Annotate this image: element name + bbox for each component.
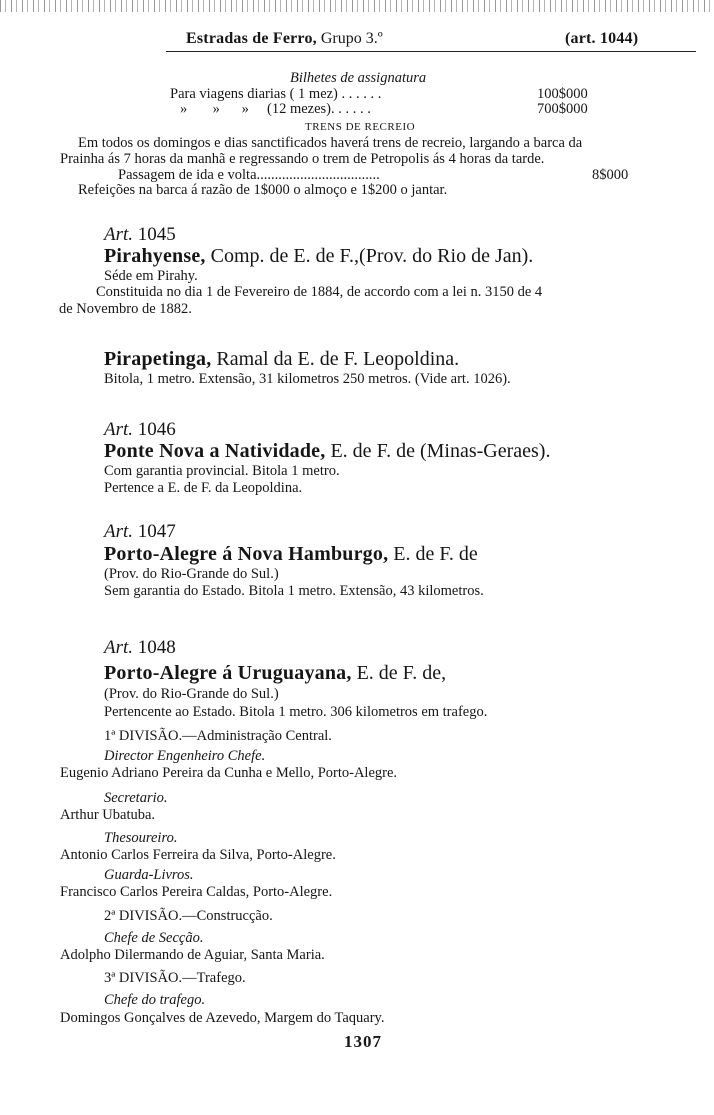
person-guarda-livros: Francisco Carlos Pereira Caldas, Porto-Alegre. [60,884,333,900]
tickets-line1-label: Para viagens diarias ( 1 mez) . . . . . . [170,86,382,102]
entry-pirapetinga [104,348,459,371]
division-text: —Trafego. [182,970,246,986]
entry-porto-alegre-nova-hamburgo [104,543,478,566]
art-number: 1047 [137,521,176,542]
division-text: —Construcção. [182,908,273,924]
header-art-ref: (art. 1044) [565,30,639,47]
person-chefe-seccao: Adolpho Dilermando de Aguiar, Santa Maria. [60,947,325,963]
role-director: Director Engenheiro Chefe. [104,748,266,764]
tickets-heading: Bilhetes de assignatura [290,70,427,86]
tickets-line2-label: » » » (12 mezes). . . . . . [180,101,371,117]
role-thesoureiro: Thesoureiro. [104,830,178,846]
entry-name: Porto-Alegre á Uruguayana, [104,662,352,684]
division-label: DIVISÃO. [118,908,183,924]
entry-name: Ponte Nova a Natividade, [104,440,326,462]
art-1045-line3: de Novembro de 1882. [59,301,192,317]
tickets-line1-value: 100$000 [537,86,588,102]
role-secretario: Secretario. [104,790,168,806]
entry-ponte-nova [104,440,550,463]
art-1048-heading [104,637,176,659]
recreio-heading: TRENS DE RECREIO [305,121,416,133]
art-1047-line2: Sem garantia do Estado. Bitola 1 metro. Extensão, 43 kilometros. [104,583,484,599]
entry-porto-alegre-uruguayana [104,662,446,685]
header-title: Estradas de Ferro, [186,30,317,47]
entry-name: Porto-Alegre á Nova Hamburgo, [104,543,389,565]
division-number: 2ª [104,908,116,924]
entry-name: Pirahyense, [104,245,206,267]
header-rule [166,51,696,52]
art-number: 1046 [137,419,176,440]
person-secretario: Arthur Ubatuba. [60,807,156,823]
recreio-line2: Prainha ás 7 horas da manhã e regressando o trem de Petropolis ás 4 horas da tarde. [60,151,545,167]
role-guarda-livros: Guarda-Livros. [104,867,194,883]
division-3 [104,970,246,987]
recreio-passage-label: Passagem de ida e volta.................................. [118,167,380,183]
art-1046-line2: Pertence a E. de F. da Leopoldina. [104,480,303,496]
person-thesoureiro: Antonio Carlos Ferreira da Silva, Porto-Alegre. [60,847,336,863]
division-2 [104,908,273,925]
art-1047-heading [104,521,176,543]
entry-rest: E. de F. de, [356,662,447,684]
pirapetinga-line1: Bitola, 1 metro. Extensão, 31 kilometros 250 metros. (Vide art. 1026). [104,371,511,387]
page-number: 1307 [344,1032,382,1051]
entry-rest: Ramal da E. de F. Leopoldina. [216,348,460,370]
tickets-line2-value: 700$000 [537,101,588,117]
art-1048-line1: (Prov. do Rio-Grande do Sul.) [104,686,279,702]
art-label: Art. [104,637,134,658]
division-number: 3ª [104,970,116,986]
recreio-passage-value: 8$000 [592,167,629,183]
running-header [186,30,383,48]
entry-pirahyense [104,245,533,268]
division-label: DIVISÃO. [118,728,183,744]
role-chefe-seccao: Chefe de Secção. [104,930,204,946]
entry-rest: E. de F. de (Minas-Geraes). [330,440,551,462]
person-director: Eugenio Adriano Pereira da Cunha e Mello, Porto-Alegre. [60,765,398,781]
recreio-meals: Refeições na barca á razão de 1$000 o almoço e 1$200 o jantar. [78,182,448,198]
art-1045-line1: Séde em Pirahy. [104,268,198,284]
division-number: 1ª [104,728,116,744]
art-1046-heading [104,419,176,441]
role-chefe-trafego: Chefe do trafego. [104,992,206,1008]
header-group: Grupo 3.º [320,30,383,47]
art-1047-line1: (Prov. do Rio-Grande do Sul.) [104,566,279,582]
division-text: —Administração Central. [182,728,332,744]
art-1045-heading [104,224,176,246]
art-1048-line2: Pertencente ao Estado. Bitola 1 metro. 306 kilometros em trafego. [104,704,488,720]
person-chefe-trafego: Domingos Gonçalves de Azevedo, Margem do Taquary. [60,1010,385,1026]
art-label: Art. [104,224,134,245]
art-1046-line1: Com garantia provincial. Bitola 1 metro. [104,463,340,479]
entry-rest: Comp. de E. de F.,(Prov. do Rio de Jan). [210,245,534,267]
recreio-line1: Em todos os domingos e dias sanctificados haverá trens de recreio, largando a barca da [78,135,583,151]
scan-edge-noise [0,0,714,12]
art-number: 1048 [137,637,176,658]
entry-name: Pirapetinga, [104,348,212,370]
art-1045-line2: Constituida no dia 1 de Fevereiro de 1884, de accordo com a lei n. 3150 de 4 [96,284,543,300]
art-number: 1045 [137,224,176,245]
art-label: Art. [104,521,134,542]
entry-rest: E. de F. de [393,543,478,565]
division-label: DIVISÃO. [118,970,183,986]
division-1 [104,728,332,745]
art-label: Art. [104,419,134,440]
